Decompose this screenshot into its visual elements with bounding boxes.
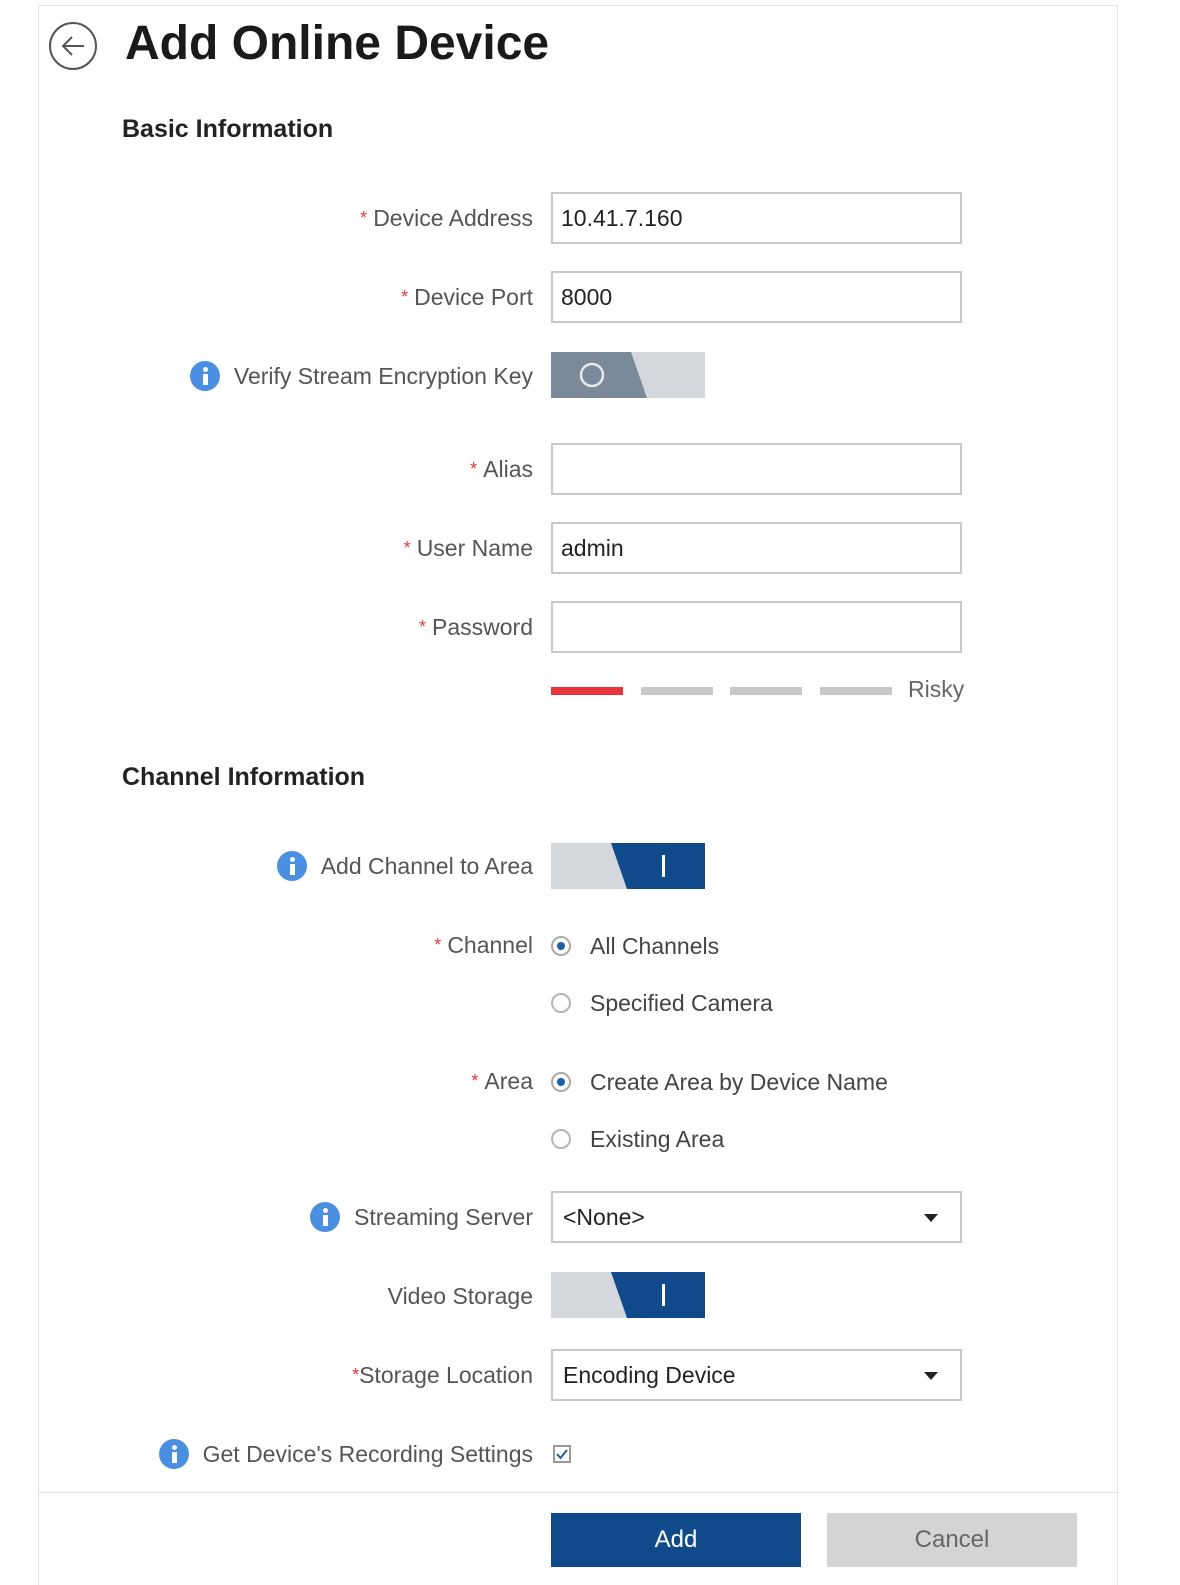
page-title: Add Online Device [125,17,550,70]
radio-button[interactable] [551,1129,571,1149]
radio-button[interactable] [551,993,571,1013]
streaming-server-select[interactable]: <None> [551,1191,962,1243]
recording-settings-checkbox[interactable] [553,1445,571,1463]
radio-specified-camera[interactable]: Specified Camera [551,983,773,1023]
required-marker: * [434,934,442,955]
alias-input[interactable] [551,443,962,495]
storage-location-select[interactable]: Encoding Device [551,1349,962,1401]
device-port-label: * Device Port [401,283,533,310]
caret-down-icon [924,1214,938,1222]
user-name-label: * User Name [403,534,533,561]
required-marker: * [352,1364,360,1385]
required-marker: * [470,458,478,479]
required-marker: * [403,537,411,558]
add-channel-to-area-toggle[interactable] [551,843,705,889]
add-channel-to-area-label: Add Channel to Area [277,840,533,892]
radio-existing-area[interactable]: Existing Area [551,1119,724,1159]
device-port-input[interactable] [551,271,962,323]
info-icon[interactable] [159,1439,189,1469]
strength-segment [730,687,802,695]
section-title-channel: Channel Information [122,763,366,791]
radio-button[interactable] [551,936,571,956]
password-strength-text: Risky [908,676,965,702]
radio-create-area-by-device-name[interactable]: Create Area by Device Name [551,1062,888,1102]
video-storage-toggle[interactable] [551,1272,705,1318]
radio-button[interactable] [551,1072,571,1092]
info-icon[interactable] [277,851,307,881]
verify-stream-label: Verify Stream Encryption Key [190,350,533,402]
alias-label: * Alias [470,455,533,482]
back-icon[interactable] [49,22,97,70]
recording-settings-label: Get Device's Recording Settings [159,1428,533,1480]
cancel-button[interactable]: Cancel [827,1513,1077,1567]
verify-stream-toggle[interactable] [551,352,705,398]
radio-all-channels[interactable]: All Channels [551,926,719,966]
user-name-input[interactable] [551,522,962,574]
password-input[interactable] [551,601,962,653]
info-icon[interactable] [310,1202,340,1232]
add-button[interactable]: Add [551,1513,801,1567]
storage-location-label: * Storage Location [352,1361,533,1388]
footer-divider [38,1492,1118,1493]
device-address-label: * Device Address [360,204,533,231]
strength-segment [551,687,623,695]
video-storage-label: Video Storage [387,1282,533,1309]
required-marker: * [471,1070,479,1091]
device-address-input[interactable] [551,192,962,244]
password-label: * Password [419,613,533,640]
caret-down-icon [924,1372,938,1380]
channel-label: * Channel [434,931,533,958]
streaming-server-label: Streaming Server [310,1191,533,1243]
area-label: * Area [471,1067,533,1094]
info-icon[interactable] [190,361,220,391]
section-title-basic: Basic Information [122,115,334,143]
strength-segment [820,687,892,695]
required-marker: * [401,286,409,307]
required-marker: * [419,616,427,637]
strength-segment [641,687,713,695]
required-marker: * [360,207,368,228]
